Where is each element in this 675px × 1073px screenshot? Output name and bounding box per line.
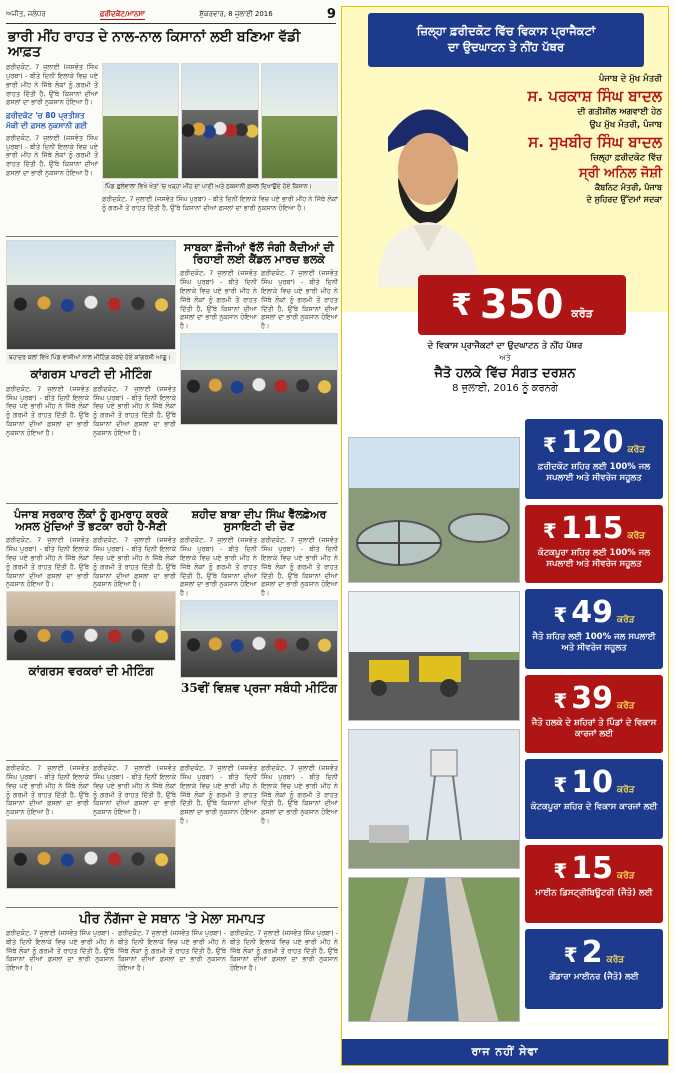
ad-line-minister: ਕੈਬਨਿਟ ਮੰਤਰੀ, ਪੰਜਾਬ xyxy=(594,183,662,193)
project-unit: ਕਰੋੜ xyxy=(617,701,635,711)
project-description: ਕੋਟਕਪੂਰਾ ਸ਼ਹਿਰ ਲਈ 100% ਜਲ ਸਪਲਾਈ ਅਤੇ ਸੀਵਰੇਜ ਸਹੂਲਤ xyxy=(537,548,651,570)
ad-sub-line-2: ਅਤੇ xyxy=(499,353,511,362)
meeting-photo xyxy=(6,240,176,350)
ad-line-district: ਜ਼ਿਲ੍ਹਾ ਫ਼ਰੀਦਕੋਟ ਵਿੱਚ xyxy=(590,152,662,163)
project-description: ਕੋਟਕਪੂਰਾ ਸ਼ਹਿਰ ਦੇ ਵਿਕਾਸ ਕਾਰਜਾਂ ਲਈ xyxy=(530,802,658,812)
project-description: ਜੈਤੋ ਸ਼ਹਿਰ ਲਈ 100% ਜਲ ਸਪਲਾਈ ਅਤੇ ਸੀਵਰੇਜ ਸਹੂਲਤ xyxy=(532,632,656,654)
project-amount-line xyxy=(529,595,659,630)
project-amount-line xyxy=(529,935,659,970)
project-card xyxy=(525,505,663,583)
road-roller-photo xyxy=(348,591,520,721)
project-amount: 10 xyxy=(571,765,614,800)
article-body: ਫ਼ਰੀਦਕੋਟ, 7 ਜੁਲਾਈ (ਜਸਵੰਤ ਸਿੰਘ ਪੁਰਬਾ) - ਬੀਤੇ ਦਿਨੀਂ ਇਲਾਕੇ ਵਿਚ ਪਏ ਭਾਰੀ ਮੀਂਹ ਨੇ ਜਿੱਥੇ ਲੋਕਾਂ ਨੂੰ ਗਰਮੀ ਤੋਂ ਰਾਹਤ ਦਿੱਤੀ ਹੈ, ਉੱਥੇ ਕਿਸਾਨਾਂ ਦੀਆਂ ਫ਼ਸਲਾਂ ਦਾ ਭਾਰੀ ਨੁਕਸਾਨ ਹੋਇਆ ਹੈ। xyxy=(93,536,176,589)
headline-pir-naugaja: ਪੀਰ ਨੌਗੱਜਾ ਦੇ ਸਥਾਨ 'ਤੇ ਮੇਲਾ ਸਮਾਪਤ xyxy=(79,912,265,928)
rupee-icon: ₹ xyxy=(553,603,568,627)
headline-congress-workers: ਕਾਂਗਰਸ ਵਰਕਰਾਂ ਦੀ ਮੀਟਿੰਗ xyxy=(28,664,154,679)
project-description: ਫ਼ਰੀਦਕੋਟ ਸ਼ਹਿਰ ਲਈ 100% ਜਲ ਸਪਲਾਈ ਅਤੇ ਸੀਵਰੇਜ ਸਹੂਲਤ xyxy=(537,462,651,484)
article-body: ਫ਼ਰੀਦਕੋਟ, 7 ਜੁਲਾਈ (ਜਸਵੰਤ ਸਿੰਘ ਪੁਰਬਾ) - ਬੀਤੇ ਦਿਨੀਂ ਇਲਾਕੇ ਵਿਚ ਪਏ ਭਾਰੀ ਮੀਂਹ ਨੇ ਜਿੱਥੇ ਲੋਕਾਂ ਨੂੰ ਗਰਮੀ ਤੋਂ ਰਾਹਤ ਦਿੱਤੀ ਹੈ, ਉੱਥੇ ਕਿਸਾਨਾਂ ਦੀਆਂ ਫ਼ਸਲਾਂ ਦਾ ਭਾਰੀ ਨੁਕਸਾਨ ਹੋਇਆ ਹੈ। xyxy=(6,764,89,817)
project-amount: 115 xyxy=(560,511,624,546)
flood-photo-2 xyxy=(261,63,338,179)
soldiers-photo xyxy=(180,333,338,425)
project-card xyxy=(525,759,663,839)
project-amount-line xyxy=(529,851,659,886)
project-description: ਗੋਂਡਾਰਾ ਮਾਈਨਰ (ਜੈਤੋ) ਲਈ xyxy=(549,972,639,982)
rupee-icon: ₹ xyxy=(553,689,568,713)
ad-sub-line-4: 8 ਜੁਲਾਈ, 2016 ਨੂੰ ਕਰਨਗੇ xyxy=(452,383,558,394)
headline-congress-meeting: ਕਾਂਗਰਸ ਪਾਰਟੀ ਦੀ ਮੀਟਿੰਗ xyxy=(30,367,152,382)
project-amount: 2 xyxy=(581,935,603,970)
article-body: ਫ਼ਰੀਦਕੋਟ, 7 ਜੁਲਾਈ (ਜਸਵੰਤ ਸਿੰਘ ਪੁਰਬਾ) - ਬੀਤੇ ਦਿਨੀਂ ਇਲਾਕੇ ਵਿਚ ਪਏ ਭਾਰੀ ਮੀਂਹ ਨੇ ਜਿੱਥੇ ਲੋਕਾਂ ਨੂੰ ਗਰਮੀ ਤੋਂ ਰਾਹਤ ਦਿੱਤੀ ਹੈ, ਉੱਥੇ ਕਿਸਾਨਾਂ ਦੀਆਂ ਫ਼ਸਲਾਂ ਦਾ ਭਾਰੀ ਨੁਕਸਾਨ ਹੋਇਆ ਹੈ। xyxy=(261,269,338,331)
project-card xyxy=(525,675,663,753)
project-unit: ਕਰੋੜ xyxy=(627,531,646,541)
ad-line-leadership: ਦੀ ਗਤੀਸ਼ੀਲ ਅਗਵਾਈ ਹੇਠ xyxy=(577,107,662,117)
main-headline: ਭਾਰੀ ਮੀਂਹ ਰਾਹਤ ਦੇ ਨਾਲ-ਨਾਲ ਕਿਸਾਨਾਂ ਲਈ ਬਣਿਆ ਵੱਡੀ ਆਫ਼ਤ xyxy=(8,29,301,60)
water-treatment-photo xyxy=(348,437,520,583)
canal-photo xyxy=(348,877,520,1022)
project-description: ਜੈਤੋ ਹਲਕੇ ਦੇ ਸ਼ਹਿਰਾਂ ਤੇ ਪਿੰਡਾਂ ਦੇ ਵਿਕਾਸ ਕਾਰਜਾਂ ਲਈ xyxy=(531,718,657,740)
headline-welfare-society: ਸ਼ਹੀਦ ਬਾਬਾ ਦੀਪ ਸਿੰਘ ਵੈੱਲਫ਼ੇਅਰ ਸੁਸਾਇਟੀ ਦੀ ਚੋਣ xyxy=(191,508,327,533)
rupee-icon: ₹ xyxy=(553,859,568,883)
ad-subtext xyxy=(342,341,668,394)
project-amount-line xyxy=(529,511,659,546)
project-amount-line xyxy=(529,425,659,460)
rupee-icon: ₹ xyxy=(542,433,557,457)
project-unit: ਕਰੋੜ xyxy=(627,445,646,455)
total-amount-banner xyxy=(418,275,626,335)
project-description: ਮਾਈਨ ਡਿਸਟ੍ਰੀਬਿਊਟਰੀ (ਜੈਤੋ) ਲਈ xyxy=(535,888,653,898)
editorial-column xyxy=(6,26,338,1062)
ad-name-2: ਸ. ਸੁਖਬੀਰ ਸਿੰਘ ਬਾਦਲ xyxy=(528,132,662,151)
article-body: ਫ਼ਰੀਦਕੋਟ, 7 ਜੁਲਾਈ (ਜਸਵੰਤ ਸਿੰਘ ਪੁਰਬਾ) - ਬੀਤੇ ਦਿਨੀਂ ਇਲਾਕੇ ਵਿਚ ਪਏ ਭਾਰੀ ਮੀਂਹ ਨੇ ਜਿੱਥੇ ਲੋਕਾਂ ਨੂੰ ਗਰਮੀ ਤੋਂ ਰਾਹਤ ਦਿੱਤੀ ਹੈ, ਉੱਥੇ ਕਿਸਾਨਾਂ ਦੀਆਂ ਫ਼ਸਲਾਂ ਦਾ ਭਾਰੀ ਨੁਕਸਾਨ ਹੋਇਆ ਹੈ। xyxy=(180,269,257,331)
rupee-icon: ₹ xyxy=(553,773,568,797)
total-amount: 350 xyxy=(479,282,564,328)
ad-dignitaries xyxy=(482,73,662,206)
rupee-icon: ₹ xyxy=(563,943,578,967)
ad-name-3: ਸ੍ਰੀ ਅਨਿਲ ਜੋਸ਼ੀ xyxy=(578,165,662,181)
masthead xyxy=(6,6,336,24)
headline-ex-servicemen: ਸਾਬਕਾ ਫ਼ੌਜੀਆਂ ਵੱਲੋਂ ਜੰਗੀ ਕੈਦੀਆਂ ਦੀ ਰਿਹਾਈ ਲਈ ਕੈਂਡਲ ਮਾਰਚ ਭਲਕੇ xyxy=(183,241,334,266)
project-amount-line xyxy=(529,681,659,716)
project-unit: ਕਰੋੜ xyxy=(617,871,635,881)
rupee-icon: ₹ xyxy=(451,287,472,323)
ad-name-1: ਸ. ਪਰਕਾਸ਼ ਸਿੰਘ ਬਾਦਲ xyxy=(527,86,662,105)
project-unit: ਕਰੋੜ xyxy=(606,955,625,965)
masthead-section: ਫ਼ਰੀਦਕੋਟ/ਮਾਨਸਾ xyxy=(99,9,146,18)
article-body: ਫ਼ਰੀਦਕੋਟ, 7 ਜੁਲਾਈ (ਜਸਵੰਤ ਸਿੰਘ ਪੁਰਬਾ) - ਬੀਤੇ ਦਿਨੀਂ ਇਲਾਕੇ ਵਿਚ ਪਏ ਭਾਰੀ ਮੀਂਹ ਨੇ ਜਿੱਥੇ ਲੋਕਾਂ ਨੂੰ ਗਰਮੀ ਤੋਂ ਰਾਹਤ ਦਿੱਤੀ ਹੈ, ਉੱਥੇ ਕਿਸਾਨਾਂ ਦੀਆਂ ਫ਼ਸਲਾਂ ਦਾ ਭਾਰੀ ਨੁਕਸਾਨ ਹੋਇਆ ਹੈ। xyxy=(180,536,257,598)
article-body: ਫ਼ਰੀਦਕੋਟ, 7 ਜੁਲਾਈ (ਜਸਵੰਤ ਸਿੰਘ ਪੁਰਬਾ) - ਬੀਤੇ ਦਿਨੀਂ ਇਲਾਕੇ ਵਿਚ ਪਏ ਭਾਰੀ ਮੀਂਹ ਨੇ ਜਿੱਥੇ ਲੋਕਾਂ ਨੂੰ ਗਰਮੀ ਤੋਂ ਰਾਹਤ ਦਿੱਤੀ ਹੈ, ਉੱਥੇ ਕਿਸਾਨਾਂ ਦੀਆਂ ਫ਼ਸਲਾਂ ਦਾ ਭਾਰੀ ਨੁਕਸਾਨ ਹੋਇਆ ਹੈ। xyxy=(180,764,257,825)
project-amount: 15 xyxy=(571,851,614,886)
workers-photo xyxy=(6,591,176,661)
article-body-right: ਫ਼ਰੀਦਕੋਟ, 7 ਜੁਲਾਈ (ਜਸਵੰਤ ਸਿੰਘ ਪੁਰਬਾ) - ਬੀਤੇ ਦਿਨੀਂ ਇਲਾਕੇ ਵਿਚ ਪਏ ਭਾਰੀ ਮੀਂਹ ਨੇ ਜਿੱਥੇ ਲੋਕਾਂ ਨੂੰ ਗਰਮੀ ਤੋਂ ਰਾਹਤ ਦਿੱਤੀ ਹੈ, ਉੱਥੇ ਕਿਸਾਨਾਂ ਦੀਆਂ ਫ਼ਸਲਾਂ ਦਾ ਭਾਰੀ ਨੁਕਸਾਨ ਹੋਇਆ ਹੈ। xyxy=(102,195,338,212)
article-body: ਫ਼ਰੀਦਕੋਟ, 7 ਜੁਲਾਈ (ਜਸਵੰਤ ਸਿੰਘ ਪੁਰਬਾ) - ਬੀਤੇ ਦਿਨੀਂ ਇਲਾਕੇ ਵਿਚ ਪਏ ਭਾਰੀ ਮੀਂਹ ਨੇ ਜਿੱਥੇ ਲੋਕਾਂ ਨੂੰ ਗਰਮੀ ਤੋਂ ਰਾਹਤ ਦਿੱਤੀ ਹੈ, ਉੱਥੇ ਕਿਸਾਨਾਂ ਦੀਆਂ ਫ਼ਸਲਾਂ ਦਾ ਭਾਰੀ ਨੁਕਸਾਨ ਹੋਇਆ ਹੈ। xyxy=(6,384,89,437)
project-amount-line xyxy=(529,765,659,800)
ad-line-efforts: ਦੇ ਸੁਹਿਰਦ ਉੱਦਮਾਂ ਸਦਕਾ xyxy=(586,195,662,205)
headline-35th: 35ਵੀਂ ਵਿਸ਼ਵ ਪ੍ਰਜਾ ਸਬੰਧੀ ਮੀਟਿੰਗ xyxy=(181,680,337,695)
ad-sub-line-1: ਦੇ ਵਿਕਾਸ ਪ੍ਰਾਜੈਕਟਾਂ ਦਾ ਉਦਘਾਟਨ ਤੇ ਨੀਂਹ ਪੱਥਰ xyxy=(427,341,583,351)
ad-line-cm: ਪੰਜਾਬ ਦੇ ਮੁੱਖ ਮੰਤਰੀ xyxy=(598,74,662,84)
flood-photo-1 xyxy=(102,63,179,179)
meeting-caption: ਬਹਾਦਰ ਕਲਾਂ ਵਿਖੇ ਪਿੰਡ ਵਾਸੀਆਂ ਨਾਲ ਮੀਟਿੰਗ ਕਰਦੇ ਹੋਏ ਕਾਂਗਰਸੀ ਆਗੂ। xyxy=(6,352,176,364)
project-card xyxy=(525,929,663,1009)
project-unit: ਕਰੋੜ xyxy=(617,615,635,625)
headline-punjab-govt: ਪੰਜਾਬ ਸਰਕਾਰ ਲੋਕਾਂ ਨੂੰ ਗੁਮਰਾਹ ਕਰਕੇ ਅਸਲ ਮੁੱਦਿਆਂ ਤੋਂ ਭਟਕਾ ਰਹੀ ਹੈ-ਸੈਣੀ xyxy=(14,508,168,533)
article-body: ਫ਼ਰੀਦਕੋਟ, 7 ਜੁਲਾਈ (ਜਸਵੰਤ ਸਿੰਘ ਪੁਰਬਾ) - ਬੀਤੇ ਦਿਨੀਂ ਇਲਾਕੇ ਵਿਚ ਪਏ ਭਾਰੀ ਮੀਂਹ ਨੇ ਜਿੱਥੇ ਲੋਕਾਂ ਨੂੰ ਗਰਮੀ ਤੋਂ ਰਾਹਤ ਦਿੱਤੀ ਹੈ, ਉੱਥੇ ਕਿਸਾਨਾਂ ਦੀਆਂ ਫ਼ਸਲਾਂ ਦਾ ਭਾਰੀ ਨੁਕਸਾਨ ਹੋਇਆ ਹੈ। xyxy=(118,929,226,973)
project-unit: ਕਰੋੜ xyxy=(617,785,635,795)
article-body: ਫ਼ਰੀਦਕੋਟ, 7 ਜੁਲਾਈ (ਜਸਵੰਤ ਸਿੰਘ ਪੁਰਬਾ) - ਬੀਤੇ ਦਿਨੀਂ ਇਲਾਕੇ ਵਿਚ ਪਏ ਭਾਰੀ ਮੀਂਹ ਨੇ ਜਿੱਥੇ ਲੋਕਾਂ ਨੂੰ ਗਰਮੀ ਤੋਂ ਰਾਹਤ ਦਿੱਤੀ ਹੈ, ਉੱਥੇ ਕਿਸਾਨਾਂ ਦੀਆਂ ਫ਼ਸਲਾਂ ਦਾ ਭਾਰੀ ਨੁਕਸਾਨ ਹੋਇਆ ਹੈ। xyxy=(6,63,98,107)
project-amount: 49 xyxy=(571,595,614,630)
ad-banner xyxy=(368,13,644,67)
society-photo xyxy=(180,600,338,678)
total-unit: ਕਰੋੜ xyxy=(571,307,593,320)
article-body: ਫ਼ਰੀਦਕੋਟ, 7 ਜੁਲਾਈ (ਜਸਵੰਤ ਸਿੰਘ ਪੁਰਬਾ) - ਬੀਤੇ ਦਿਨੀਂ ਇਲਾਕੇ ਵਿਚ ਪਏ ਭਾਰੀ ਮੀਂਹ ਨੇ ਜਿੱਥੇ ਲੋਕਾਂ ਨੂੰ ਗਰਮੀ ਤੋਂ ਰਾਹਤ ਦਿੱਤੀ ਹੈ, ਉੱਥੇ ਕਿਸਾਨਾਂ ਦੀਆਂ ਫ਼ਸਲਾਂ ਦਾ ਭਾਰੀ ਨੁਕਸਾਨ ਹੋਇਆ ਹੈ। xyxy=(261,764,338,825)
photo-caption: ਪਿੰਡ ਫ਼ੁਲੇਵਾਲਾ ਵਿਖੇ ਖੇਤਾਂ 'ਚ ਖੜ੍ਹਾ ਮੀਂਹ ਦਾ ਪਾਣੀ ਅਤੇ ਨੁਕਸਾਨੀ ਫ਼ਸਲ ਦਿਖਾਉਂਦੇ ਹੋਏ ਕਿਸਾਨ। xyxy=(102,181,338,193)
masthead-date: ਸ਼ੁੱਕਰਵਾਰ, 8 ਜੁਲਾਈ 2016 xyxy=(199,10,273,18)
page-number: 9 xyxy=(326,7,336,22)
article-body-cont: ਫ਼ਰੀਦਕੋਟ, 7 ਜੁਲਾਈ (ਜਸਵੰਤ ਸਿੰਘ ਪੁਰਬਾ) - ਬੀਤੇ ਦਿਨੀਂ ਇਲਾਕੇ ਵਿਚ ਪਏ ਭਾਰੀ ਮੀਂਹ ਨੇ ਜਿੱਥੇ ਲੋਕਾਂ ਨੂੰ ਗਰਮੀ ਤੋਂ ਰਾਹਤ ਦਿੱਤੀ ਹੈ, ਉੱਥੇ ਕਿਸਾਨਾਂ ਦੀਆਂ ਫ਼ਸਲਾਂ ਦਾ ਭਾਰੀ ਨੁਕਸਾਨ ਹੋਇਆ ਹੈ। xyxy=(6,133,98,178)
article-body: ਫ਼ਰੀਦਕੋਟ, 7 ਜੁਲਾਈ (ਜਸਵੰਤ ਸਿੰਘ ਪੁਰਬਾ) - ਬੀਤੇ ਦਿਨੀਂ ਇਲਾਕੇ ਵਿਚ ਪਏ ਭਾਰੀ ਮੀਂਹ ਨੇ ਜਿੱਥੇ ਲੋਕਾਂ ਨੂੰ ਗਰਮੀ ਤੋਂ ਰਾਹਤ ਦਿੱਤੀ ਹੈ, ਉੱਥੇ ਕਿਸਾਨਾਂ ਦੀਆਂ ਫ਼ਸਲਾਂ ਦਾ ਭਾਰੀ ਨੁਕਸਾਨ ਹੋਇਆ ਹੈ। xyxy=(261,536,338,598)
ad-banner-line-2: ਦਾ ਉਦਘਾਟਨ ਤੇ ਨੀਂਹ ਪੱਥਰ xyxy=(447,40,565,54)
project-amount: 39 xyxy=(571,681,614,716)
rupee-icon: ₹ xyxy=(542,519,557,543)
water-tank-photo xyxy=(348,729,520,869)
government-advertisement xyxy=(341,6,669,1066)
farmers-photo xyxy=(181,63,258,179)
article-body: ਫ਼ਰੀਦਕੋਟ, 7 ਜੁਲਾਈ (ਜਸਵੰਤ ਸਿੰਘ ਪੁਰਬਾ) - ਬੀਤੇ ਦਿਨੀਂ ਇਲਾਕੇ ਵਿਚ ਪਏ ਭਾਰੀ ਮੀਂਹ ਨੇ ਜਿੱਥੇ ਲੋਕਾਂ ਨੂੰ ਗਰਮੀ ਤੋਂ ਰਾਹਤ ਦਿੱਤੀ ਹੈ, ਉੱਥੇ ਕਿਸਾਨਾਂ ਦੀਆਂ ਫ਼ਸਲਾਂ ਦਾ ਭਾਰੀ ਨੁਕਸਾਨ ਹੋਇਆ ਹੈ। xyxy=(93,764,176,817)
leader-portrait xyxy=(368,77,488,287)
ad-sub-line-3: ਜੈਤੋ ਹਲਕੇ ਵਿੱਚ ਸੰਗਤ ਦਰਸ਼ਨ xyxy=(434,366,576,381)
article-body: ਫ਼ਰੀਦਕੋਟ, 7 ਜੁਲਾਈ (ਜਸਵੰਤ ਸਿੰਘ ਪੁਰਬਾ) - ਬੀਤੇ ਦਿਨੀਂ ਇਲਾਕੇ ਵਿਚ ਪਏ ਭਾਰੀ ਮੀਂਹ ਨੇ ਜਿੱਥੇ ਲੋਕਾਂ ਨੂੰ ਗਰਮੀ ਤੋਂ ਰਾਹਤ ਦਿੱਤੀ ਹੈ, ਉੱਥੇ ਕਿਸਾਨਾਂ ਦੀਆਂ ਫ਼ਸਲਾਂ ਦਾ ਭਾਰੀ ਨੁਕਸਾਨ ਹੋਇਆ ਹੈ। xyxy=(230,929,338,973)
ad-banner-line-1: ਜ਼ਿਲ੍ਹਾ ਫ਼ਰੀਦਕੋਟ ਵਿੱਚ ਵਿਕਾਸ ਪ੍ਰਾਜੈਕਟਾਂ xyxy=(416,24,596,39)
project-card xyxy=(525,845,663,923)
project-amount: 120 xyxy=(560,425,624,460)
ad-footer: ਰਾਜ ਨਹੀਂ ਸੇਵਾ xyxy=(342,1039,668,1065)
article-body: ਫ਼ਰੀਦਕੋਟ, 7 ਜੁਲਾਈ (ਜਸਵੰਤ ਸਿੰਘ ਪੁਰਬਾ) - ਬੀਤੇ ਦਿਨੀਂ ਇਲਾਕੇ ਵਿਚ ਪਏ ਭਾਰੀ ਮੀਂਹ ਨੇ ਜਿੱਥੇ ਲੋਕਾਂ ਨੂੰ ਗਰਮੀ ਤੋਂ ਰਾਹਤ ਦਿੱਤੀ ਹੈ, ਉੱਥੇ ਕਿਸਾਨਾਂ ਦੀਆਂ ਫ਼ਸਲਾਂ ਦਾ ਭਾਰੀ ਨੁਕਸਾਨ ਹੋਇਆ ਹੈ। xyxy=(6,929,114,973)
ad-line-dycm: ਉਪ ਮੁੱਖ ਮੰਤਰੀ, ਪੰਜਾਬ xyxy=(589,119,662,130)
article-body: ਫ਼ਰੀਦਕੋਟ, 7 ਜੁਲਾਈ (ਜਸਵੰਤ ਸਿੰਘ ਪੁਰਬਾ) - ਬੀਤੇ ਦਿਨੀਂ ਇਲਾਕੇ ਵਿਚ ਪਏ ਭਾਰੀ ਮੀਂਹ ਨੇ ਜਿੱਥੇ ਲੋਕਾਂ ਨੂੰ ਗਰਮੀ ਤੋਂ ਰਾਹਤ ਦਿੱਤੀ ਹੈ, ਉੱਥੇ ਕਿਸਾਨਾਂ ਦੀਆਂ ਫ਼ਸਲਾਂ ਦਾ ਭਾਰੀ ਨੁਕਸਾਨ ਹੋਇਆ ਹੈ। xyxy=(93,384,176,437)
project-card xyxy=(525,589,663,669)
pullquote: ਫ਼ਰੀਦਕੋਟ 'ਚ 80 ਪ੍ਰਤੀਸ਼ਤ ਮੱਕੀ ਦੀ ਫ਼ਸਲ ਨੁਕਸਾਨੀ ਗਈ xyxy=(6,111,88,130)
mela-photo xyxy=(6,819,176,889)
project-card xyxy=(525,419,663,499)
article-body: ਫ਼ਰੀਦਕੋਟ, 7 ਜੁਲਾਈ (ਜਸਵੰਤ ਸਿੰਘ ਪੁਰਬਾ) - ਬੀਤੇ ਦਿਨੀਂ ਇਲਾਕੇ ਵਿਚ ਪਏ ਭਾਰੀ ਮੀਂਹ ਨੇ ਜਿੱਥੇ ਲੋਕਾਂ ਨੂੰ ਗਰਮੀ ਤੋਂ ਰਾਹਤ ਦਿੱਤੀ ਹੈ, ਉੱਥੇ ਕਿਸਾਨਾਂ ਦੀਆਂ ਫ਼ਸਲਾਂ ਦਾ ਭਾਰੀ ਨੁਕਸਾਨ ਹੋਇਆ ਹੈ। xyxy=(6,536,89,589)
masthead-paper: ਅਜੀਤ, ਜਲੰਧਰ xyxy=(6,10,46,18)
